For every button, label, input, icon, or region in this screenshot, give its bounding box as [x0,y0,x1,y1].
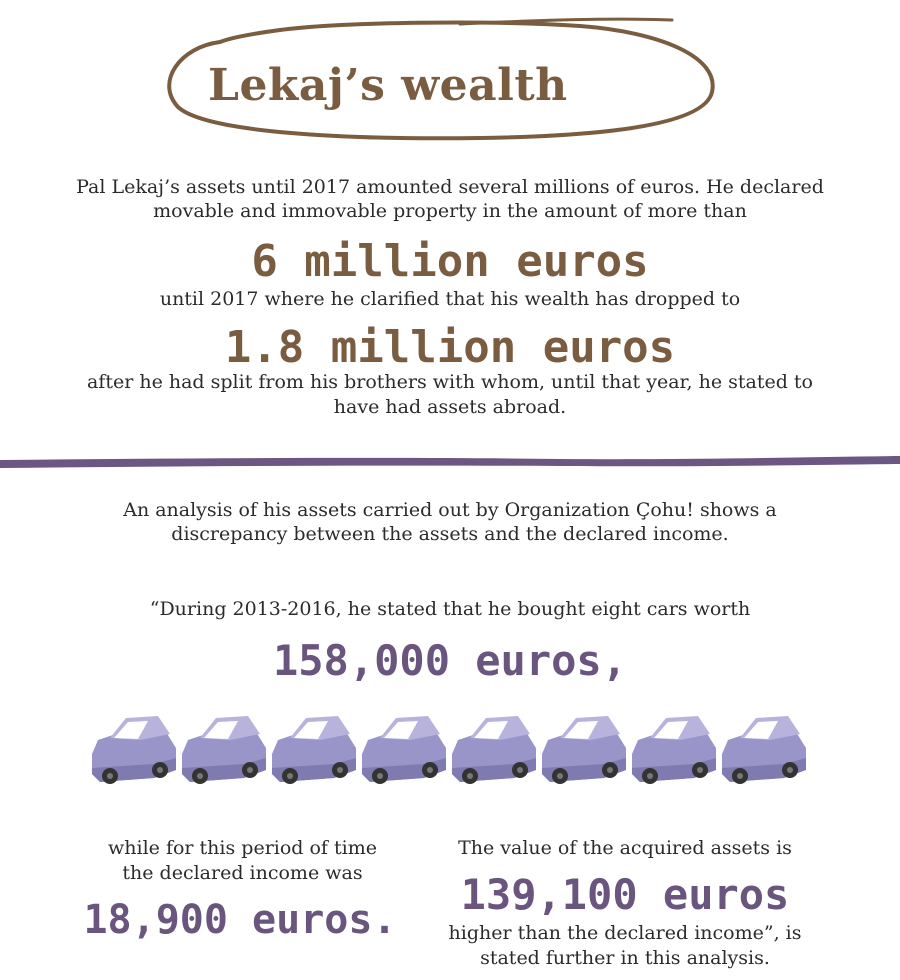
intro-line-2: movable and immovable property in the amount of more than [153,200,747,222]
car-icon [718,712,810,792]
analysis-line-2: discrepancy between the assets and the declared income. [171,523,729,545]
car-icon [448,712,540,792]
difference-line-2: higher than the declared income”, is [448,922,802,944]
income-line-2: the declared income was [122,862,363,884]
car-icon [358,712,450,792]
car-icon [538,712,630,792]
intro-line-1: Pal Lekaj’s assets until 2017 amounted several millions of euros. He declared [76,176,824,198]
car-icon [628,712,720,792]
page-title: Lekaj’s wealth [208,60,568,111]
cars-quote: “During 2013-2016, he stated that he bought eight cars worth [149,598,751,620]
intro-line-4: after he had split from his brothers with whom, until that year, he stated to [86,371,813,393]
amount-18900: 18,900 euros. [83,897,397,943]
amount-1-8-million: 1.8 million euros [224,322,676,373]
amount-6-million: 6 million euros [251,236,649,287]
cars-row [88,712,818,792]
section-divider [0,448,900,470]
amount-139100: 139,100 euros [460,870,790,919]
difference-line-3: stated further in this analysis. [480,947,770,969]
analysis-line-1: An analysis of his assets carried out by Organization Çohu! shows a [123,499,777,521]
car-icon [88,712,180,792]
intro-line-5: have had assets abroad. [333,396,567,418]
intro-line-3: until 2017 where he clarified that his wealth has dropped to [159,288,741,310]
car-icon [268,712,360,792]
car-icon [178,712,270,792]
income-line-1: while for this period of time [108,837,377,859]
difference-line-1: The value of the acquired assets is [458,837,792,859]
amount-158000: 158,000 euros, [272,636,627,685]
title-badge [160,12,720,142]
